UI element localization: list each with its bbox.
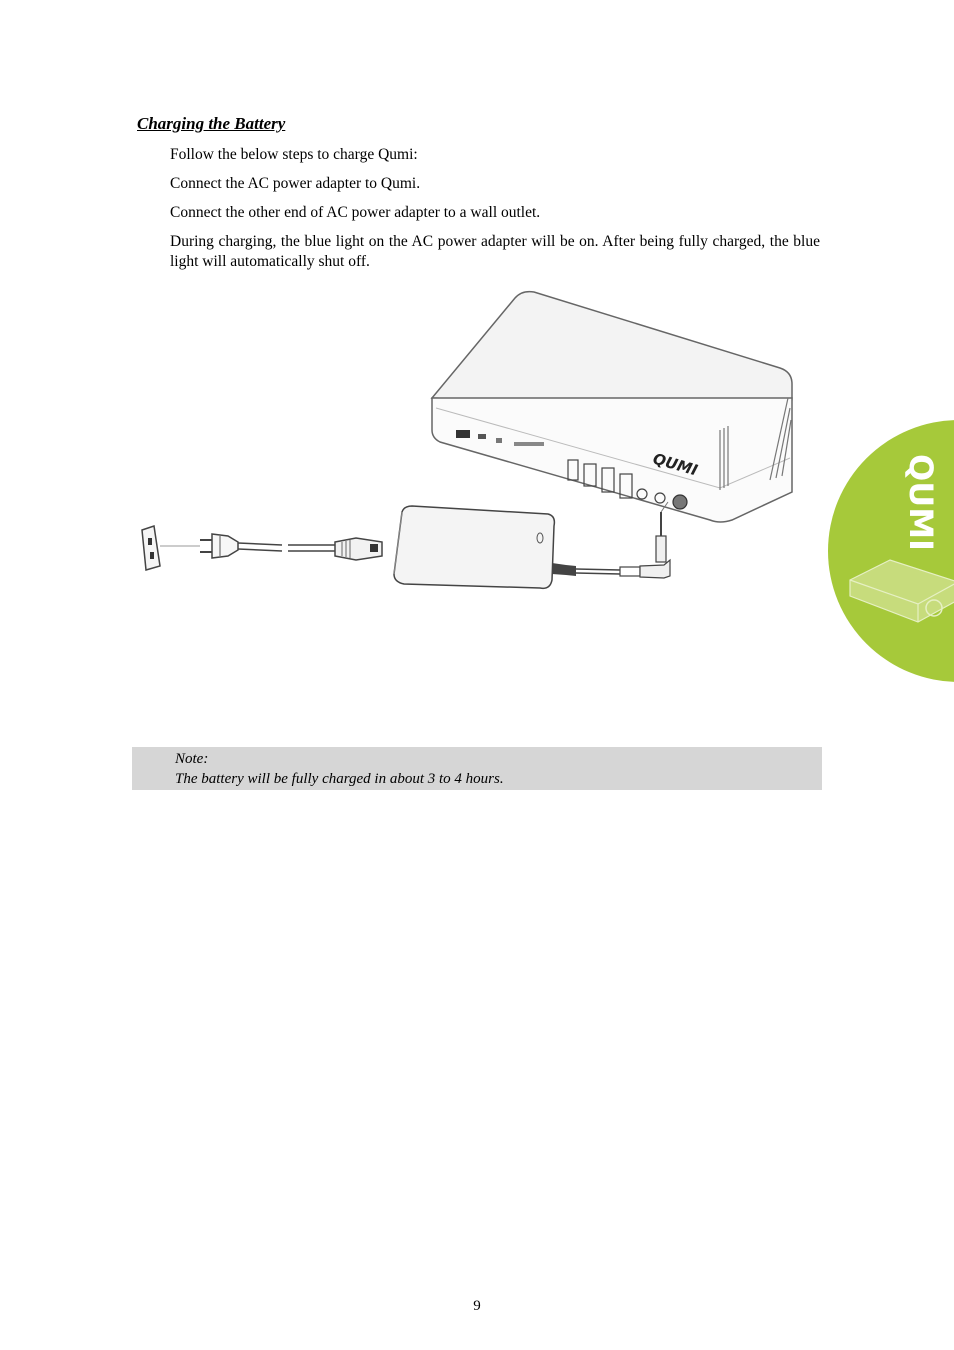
step-intro: Follow the below steps to charge Qumi: <box>170 146 418 163</box>
note-label: Note: <box>175 751 209 767</box>
charging-illustration <box>120 280 820 620</box>
wall-outlet-icon <box>142 526 160 570</box>
section-heading: Charging the Battery <box>137 114 286 133</box>
device-logo: QUMI <box>650 449 700 480</box>
step-connect-outlet: Connect the other end of AC power adapter to a wall outlet. <box>170 204 541 221</box>
power-cord <box>238 538 382 560</box>
step-charging-light: During charging, the blue light on the AC power adapter will be on. After being fully charged, the blue light will automatically shut off. <box>170 233 820 270</box>
qumi-side-tab <box>828 420 954 682</box>
page-number: 9 <box>473 1298 481 1314</box>
note-text: The battery will be fully charged in about 3 to 4 hours. <box>175 771 504 787</box>
projector-icon <box>432 292 792 522</box>
dc-cable <box>552 502 670 578</box>
ac-adapter-icon <box>394 506 554 588</box>
power-plug-icon <box>200 534 238 558</box>
step-connect-adapter: Connect the AC power adapter to Qumi. <box>170 175 421 192</box>
note-box <box>132 747 822 790</box>
side-tab-brand: QUMI <box>902 454 940 551</box>
